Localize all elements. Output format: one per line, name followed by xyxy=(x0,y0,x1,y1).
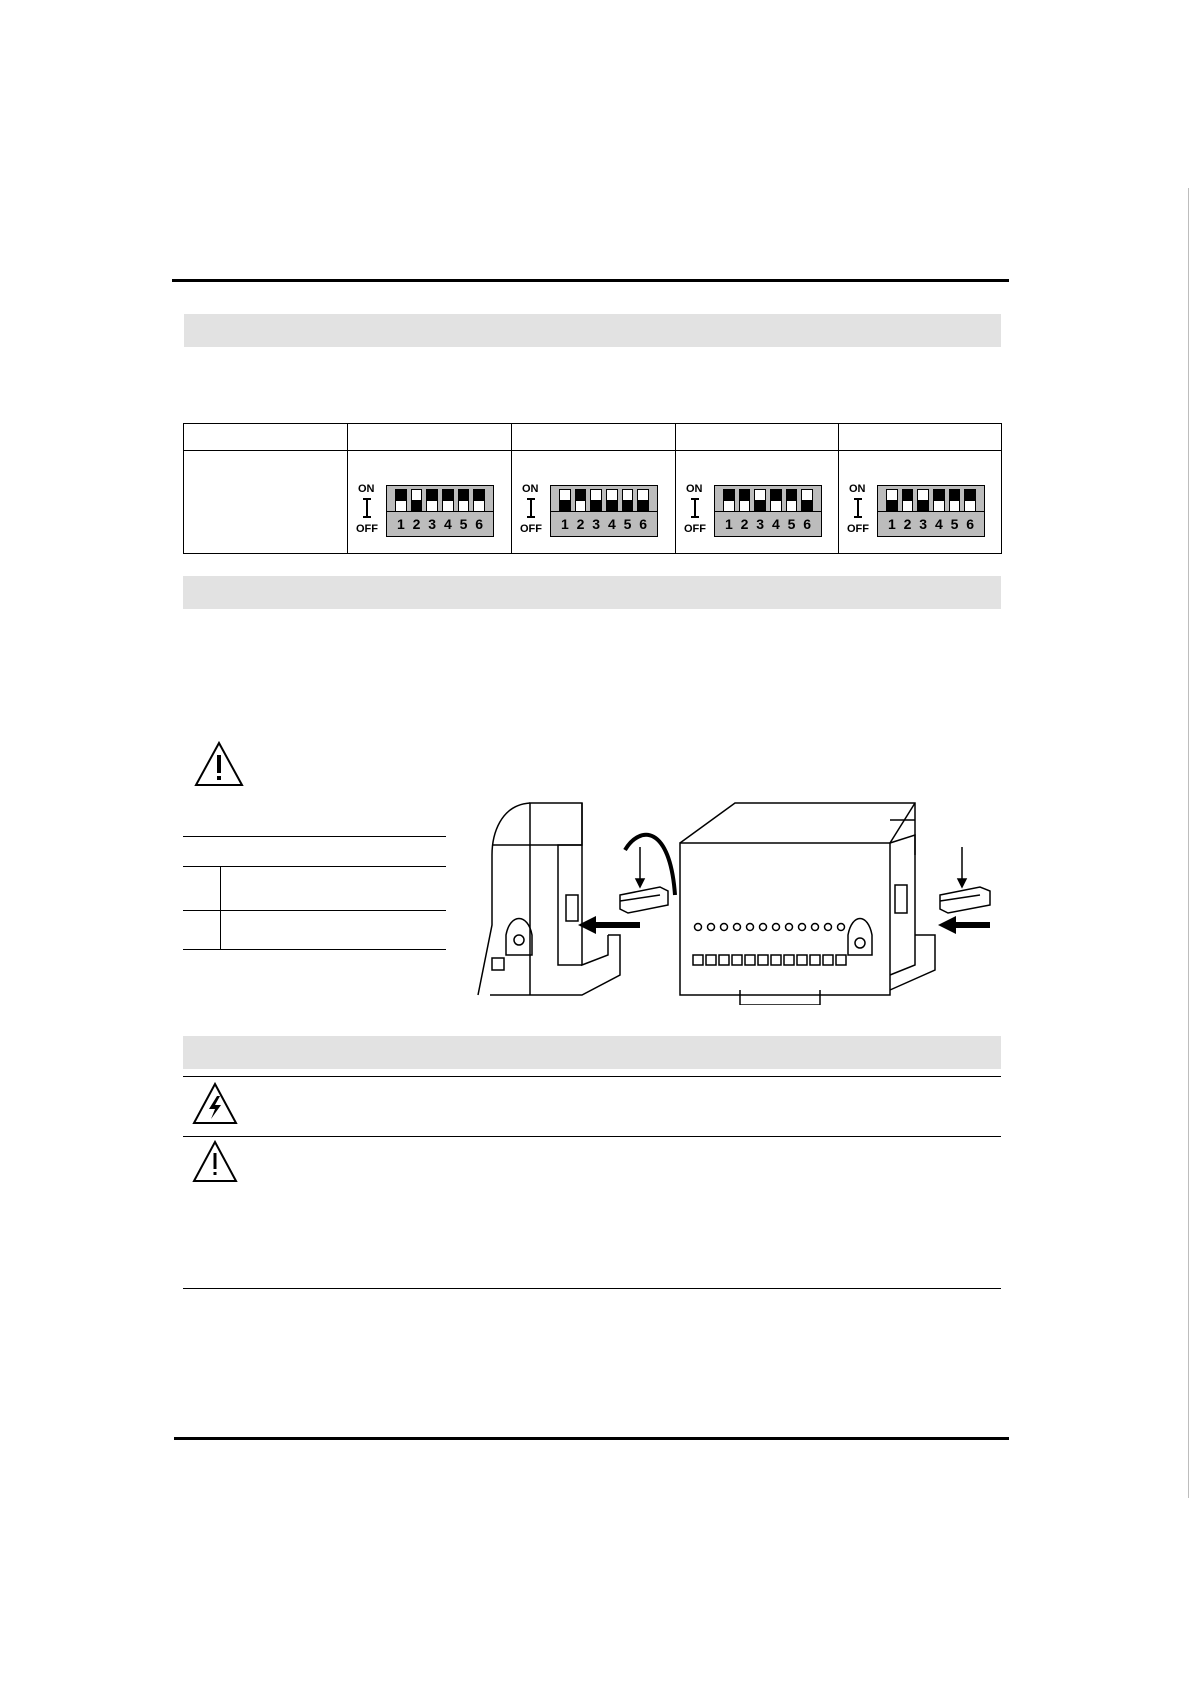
dip-switch-body xyxy=(550,485,658,537)
dip-switch-knob xyxy=(591,500,601,511)
dip-switch-number: 5 xyxy=(950,516,959,532)
terminal-slot xyxy=(732,955,742,965)
dip-switch-knob xyxy=(607,500,617,511)
dip-switch-knob xyxy=(787,490,797,501)
terminal-slot xyxy=(784,955,794,965)
dip-switch-position-3 xyxy=(917,489,929,512)
table-header-cell xyxy=(184,424,348,451)
terminal-screw xyxy=(838,924,845,931)
divider xyxy=(220,866,221,950)
dip-switch-knob xyxy=(802,500,812,511)
dip-switch-number: 4 xyxy=(934,516,943,532)
dip-switch xyxy=(847,483,997,539)
dip-switch xyxy=(684,483,834,539)
dip-switch-knob xyxy=(771,490,781,501)
table-cell-dip xyxy=(676,451,839,554)
dip-switch-position-2 xyxy=(902,489,914,512)
dip-switch-position-1 xyxy=(559,489,571,512)
dip-switch-number: 3 xyxy=(428,516,437,532)
dip-switch-knob xyxy=(396,490,406,501)
dip-switch-knob xyxy=(459,490,469,501)
page-edge-line xyxy=(1188,188,1189,1498)
dip-switch-number: 6 xyxy=(475,516,484,532)
table-header-cell xyxy=(839,424,1002,451)
terminal-screw xyxy=(799,924,806,931)
dip-switch-number: 6 xyxy=(803,516,812,532)
dip-switch-number: 6 xyxy=(966,516,975,532)
terminal-screw xyxy=(760,924,767,931)
dip-switch-number: 5 xyxy=(623,516,632,532)
on-label: ON xyxy=(686,483,703,495)
dip-switch-position-2 xyxy=(411,489,423,512)
terminal-screw xyxy=(812,924,819,931)
dip-switch-knob xyxy=(740,490,750,501)
on-off-indicator xyxy=(520,483,546,539)
terminal-slot xyxy=(758,955,768,965)
off-label: OFF xyxy=(684,523,706,535)
off-label: OFF xyxy=(847,523,869,535)
dip-switch-knob xyxy=(950,490,960,501)
dip-switch-number: 2 xyxy=(740,516,749,532)
dip-switch-knob xyxy=(623,500,633,511)
dip-switch-position-4 xyxy=(606,489,618,512)
terminal-slot xyxy=(693,955,703,965)
dip-switch-position-4 xyxy=(933,489,945,512)
dip-switch-position-2 xyxy=(739,489,751,512)
dip-switch-number: 2 xyxy=(903,516,912,532)
dip-switch-position-6 xyxy=(964,489,976,512)
on-off-indicator xyxy=(684,483,710,539)
dip-switch-knob xyxy=(638,500,648,511)
dip-switch-position-5 xyxy=(622,489,634,512)
table-header-cell xyxy=(676,424,839,451)
module-connection-illustration xyxy=(470,795,1010,1005)
terminal-slot xyxy=(810,955,820,965)
divider xyxy=(183,836,446,837)
dip-switch-knob xyxy=(412,500,422,511)
dip-switch-position-5 xyxy=(786,489,798,512)
section-heading-band-3 xyxy=(183,1036,1001,1069)
dip-switch-position-4 xyxy=(770,489,782,512)
section-heading-band-2 xyxy=(183,576,1001,609)
terminal-screw xyxy=(786,924,793,931)
terminal-slot xyxy=(823,955,833,965)
terminal-screw xyxy=(747,924,754,931)
terminal-screw xyxy=(708,924,715,931)
table-header-cell xyxy=(348,424,512,451)
dip-switch-number: 4 xyxy=(443,516,452,532)
off-label: OFF xyxy=(356,523,378,535)
divider xyxy=(183,1076,1001,1077)
divider xyxy=(183,949,446,950)
terminal-screw xyxy=(773,924,780,931)
terminal-screw xyxy=(695,924,702,931)
divider xyxy=(183,910,446,911)
warning-triangle-icon xyxy=(192,1140,238,1184)
dip-switch-knob xyxy=(427,490,437,501)
divider xyxy=(183,866,446,867)
dip-switch-knob xyxy=(903,490,913,501)
dip-switch-number: 5 xyxy=(459,516,468,532)
terminal-screw xyxy=(721,924,728,931)
on-label: ON xyxy=(849,483,866,495)
table-cell-label xyxy=(184,451,348,554)
on-off-bar xyxy=(694,498,696,518)
dip-switch-table xyxy=(183,423,1002,554)
dip-switch-number: 3 xyxy=(756,516,765,532)
dip-switch-position-6 xyxy=(801,489,813,512)
dip-switch-position-3 xyxy=(426,489,438,512)
terminal-slot xyxy=(771,955,781,965)
header-rule xyxy=(172,279,1009,282)
footer-rule xyxy=(174,1437,1009,1440)
dip-switch-position-5 xyxy=(949,489,961,512)
table-header-cell xyxy=(512,424,676,451)
table-cell-dip xyxy=(839,451,1002,554)
dip-switch-knob xyxy=(755,500,765,511)
terminal-slot xyxy=(706,955,716,965)
dip-switch-number: 2 xyxy=(576,516,585,532)
dip-switch-position-1 xyxy=(723,489,735,512)
on-off-indicator xyxy=(356,483,382,539)
dip-switch-position-4 xyxy=(442,489,454,512)
dip-switch xyxy=(356,483,506,539)
on-label: ON xyxy=(358,483,375,495)
on-off-bar xyxy=(530,498,532,518)
dip-switch-knob xyxy=(576,490,586,501)
dip-switch-position-1 xyxy=(886,489,898,512)
section-heading-band-1 xyxy=(184,314,1001,347)
dip-switch-body xyxy=(877,485,985,537)
table-header-row xyxy=(184,424,1002,451)
dip-switch-number: 1 xyxy=(560,516,569,532)
terminal-slot xyxy=(797,955,807,965)
dip-switch-knob xyxy=(918,500,928,511)
dip-switch-number: 5 xyxy=(787,516,796,532)
dip-switch-position-6 xyxy=(473,489,485,512)
dip-switch-knob xyxy=(474,490,484,501)
on-off-bar xyxy=(366,498,368,518)
dip-switch-knob xyxy=(965,490,975,501)
divider xyxy=(183,1136,1001,1137)
warning-triangle-icon xyxy=(193,740,245,788)
dip-switch-number: 1 xyxy=(887,516,896,532)
dip-switch-knob xyxy=(724,490,734,501)
table-row xyxy=(184,451,1002,554)
dip-switch-number: 1 xyxy=(724,516,733,532)
dip-switch-position-6 xyxy=(637,489,649,512)
dip-switch-position-3 xyxy=(754,489,766,512)
dip-switch-body xyxy=(714,485,822,537)
on-label: ON xyxy=(522,483,539,495)
dip-switch-position-1 xyxy=(395,489,407,512)
table-cell-dip xyxy=(512,451,676,554)
divider xyxy=(183,1288,1001,1289)
dip-switch-number: 3 xyxy=(919,516,928,532)
dip-switch xyxy=(520,483,670,539)
dip-switch-number: 1 xyxy=(396,516,405,532)
terminal-screw xyxy=(734,924,741,931)
dip-switch-number: 2 xyxy=(412,516,421,532)
dip-switch-number: 3 xyxy=(592,516,601,532)
electrical-hazard-icon xyxy=(192,1082,238,1126)
on-off-bar xyxy=(857,498,859,518)
dip-switch-number: 4 xyxy=(771,516,780,532)
on-off-indicator xyxy=(847,483,873,539)
dip-switch-number: 4 xyxy=(607,516,616,532)
terminal-slot xyxy=(719,955,729,965)
dip-switch-knob xyxy=(443,490,453,501)
terminal-screw xyxy=(825,924,832,931)
dip-switch-number: 6 xyxy=(639,516,648,532)
terminal-slot xyxy=(836,955,846,965)
terminal-slot xyxy=(745,955,755,965)
dip-switch-knob xyxy=(934,490,944,501)
dip-switch-knob xyxy=(887,500,897,511)
dip-switch-knob xyxy=(560,500,570,511)
dip-switch-position-5 xyxy=(458,489,470,512)
dip-switch-body xyxy=(386,485,494,537)
dip-switch-position-2 xyxy=(575,489,587,512)
off-label: OFF xyxy=(520,523,542,535)
table-cell-dip xyxy=(348,451,512,554)
dip-switch-position-3 xyxy=(590,489,602,512)
